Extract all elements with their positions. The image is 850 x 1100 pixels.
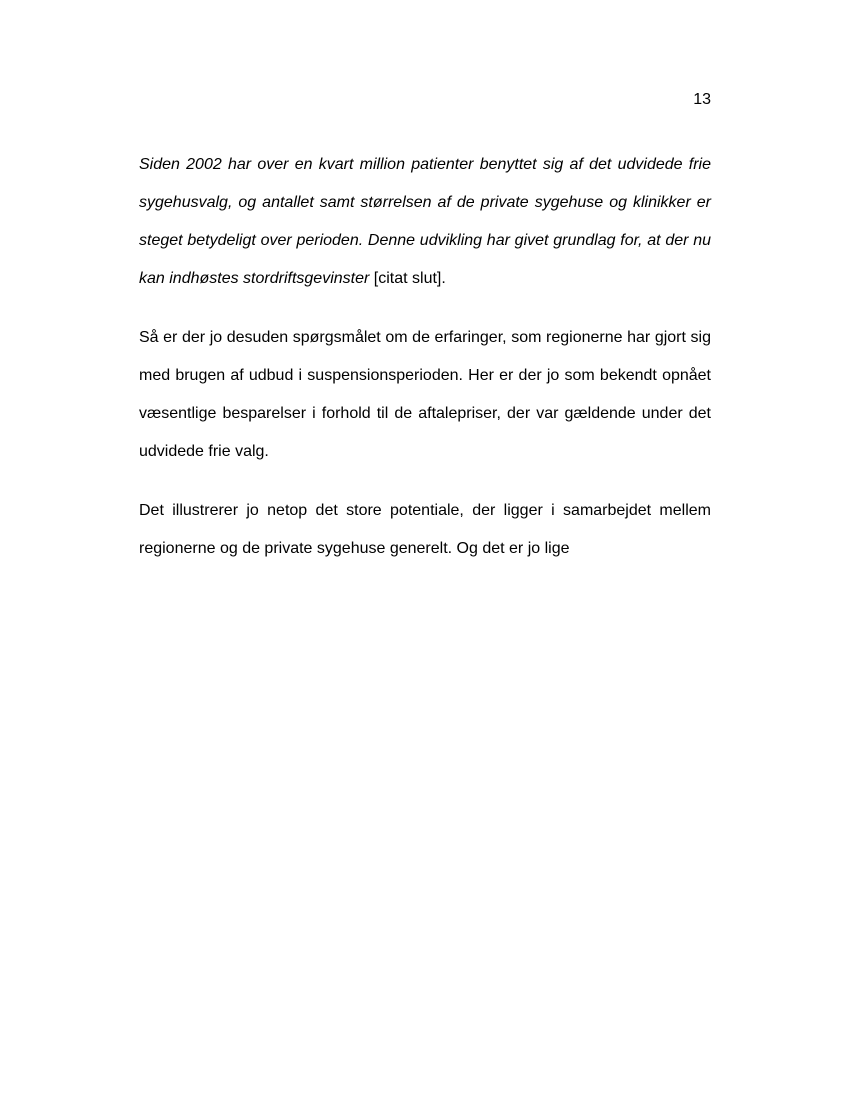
quote-end-note: [citat slut]. [369,270,446,287]
paragraph-experiences: Så er der jo desuden spørgsmålet om de erfaringer, som regionerne har gjort sig med brugen af udbud i suspensionsperioden. Her er der jo som bekendt opnået væsentlige besparelser i forhold til de aftalepriser, der var gældende under det udvidede frie valg. [139,329,711,460]
document-body [139,146,711,589]
quote-paragraph [139,146,711,298]
paragraph-potential: Det illustrerer jo netop det store potentiale, der ligger i samarbejdet mellem regionerne og de private sygehuse generelt. Og det er jo lige [139,502,711,557]
page-number: 13 [693,91,711,108]
quote-text: Siden 2002 har over en kvart million patienter benyttet sig af det udvidede frie sygehusvalg, og antallet samt størrelsen af de private sygehuse og klinikker er steget betydeligt over perioden. Denne udvikling har givet grundlag for, at der nu kan indhøstes stordriftsgevinster [139,156,711,287]
